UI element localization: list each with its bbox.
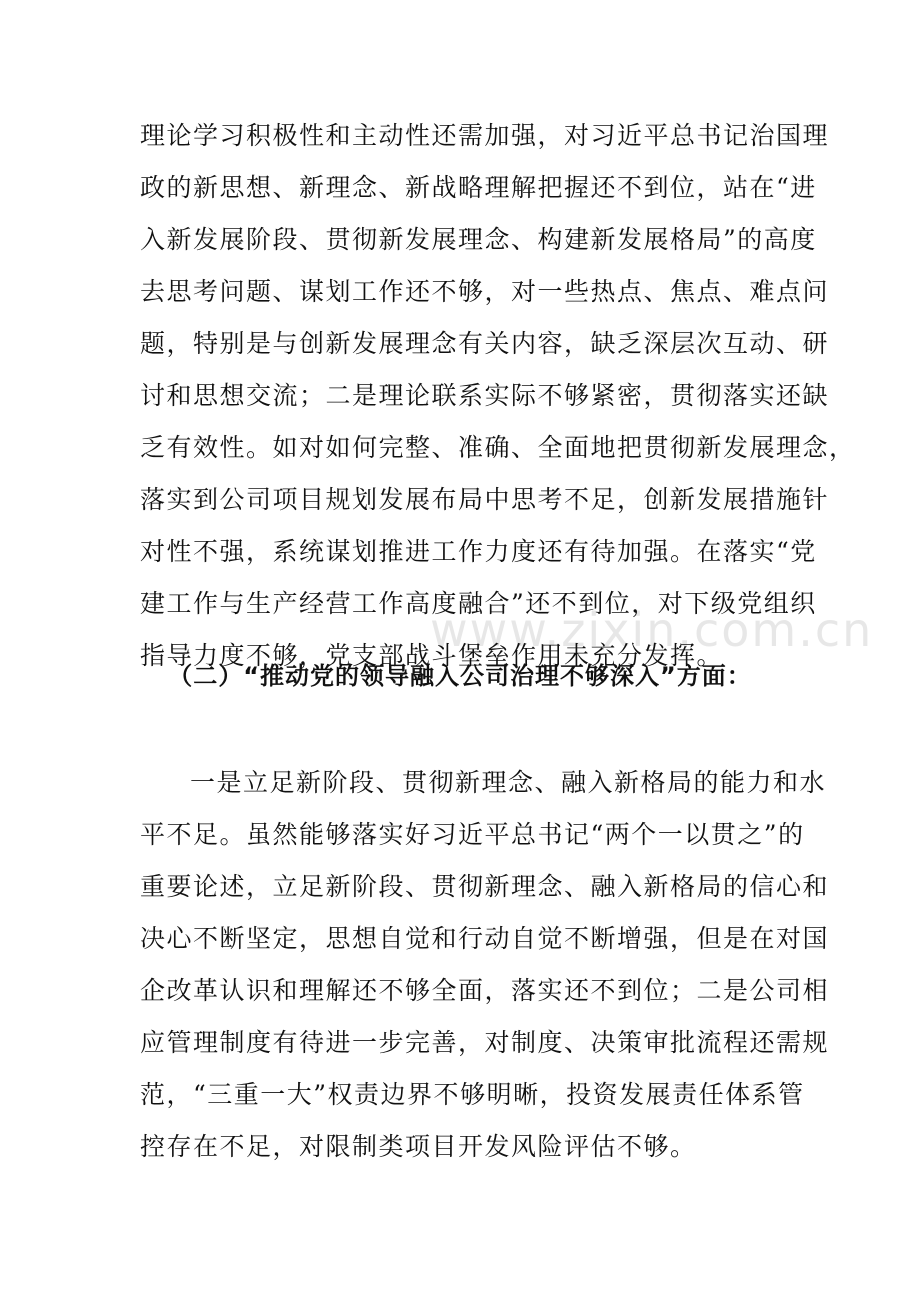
paragraph-line: 入新发展阶段、贯彻新发展理念、构建新发展格局”的高度 xyxy=(140,225,817,254)
paragraph-line: 讨和思想交流；二是理论联系实际不够紧密，贯彻落实还缺 xyxy=(140,381,830,410)
paragraph-line: 政的新思想、新理念、新战略理解把握还不到位，站在“进 xyxy=(140,173,817,202)
paragraph-line: 应管理制度有待进一步完善，对制度、决策审批流程还需规 xyxy=(140,1028,830,1057)
paragraph-line: 去思考问题、谋划工作还不够，对一些热点、焦点、难点问 xyxy=(140,277,830,306)
paragraph-line: 决心不断坚定，思想自觉和行动自觉不断增强，但是在对国 xyxy=(140,924,830,953)
paragraph-line: 重要论述，立足新阶段、贯彻新理念、融入新格局的信心和 xyxy=(140,872,830,901)
section-heading: （二）“推动党的领导融入公司治理不够深入”方面： xyxy=(168,662,752,690)
paragraph-line: 平不足。虽然能够落实好习近平总书记“两个一以贯之”的 xyxy=(140,820,805,849)
paragraph-line: 建工作与生产经营工作高度融合”还不到位，对下级党组织 xyxy=(140,589,817,618)
paragraph-line: 乏有效性。如对如何完整、准确、全面地把贯彻新发展理念， xyxy=(140,433,856,462)
paragraph-line: 企改革认识和理解还不够全面，落实还不到位；二是公司相 xyxy=(140,976,830,1005)
paragraph-line: 范，“三重一大”权责边界不够明晰，投资发展责任体系管 xyxy=(140,1080,805,1109)
paragraph-line: 题，特别是与创新发展理念有关内容，缺乏深层次互动、研 xyxy=(140,329,830,358)
paragraph-line: 一是立足新阶段、贯彻新理念、融入新格局的能力和水 xyxy=(190,768,827,797)
paragraph-line: 理论学习积极性和主动性还需加强，对习近平总书记治国理 xyxy=(140,121,830,150)
watermark: www.zixin.com.cn xyxy=(430,603,874,657)
paragraph-line: 控存在不足，对限制类项目开发风险评估不够。 xyxy=(140,1132,697,1161)
paragraph-line: 落实到公司项目规划发展布局中思考不足，创新发展措施针 xyxy=(140,485,830,514)
paragraph-line: 指导力度不够，党支部战斗堡垒作用未充分发挥。 xyxy=(140,641,724,670)
paragraph-line: 对性不强，系统谋划推进工作力度还有待加强。在落实“党 xyxy=(140,537,817,566)
